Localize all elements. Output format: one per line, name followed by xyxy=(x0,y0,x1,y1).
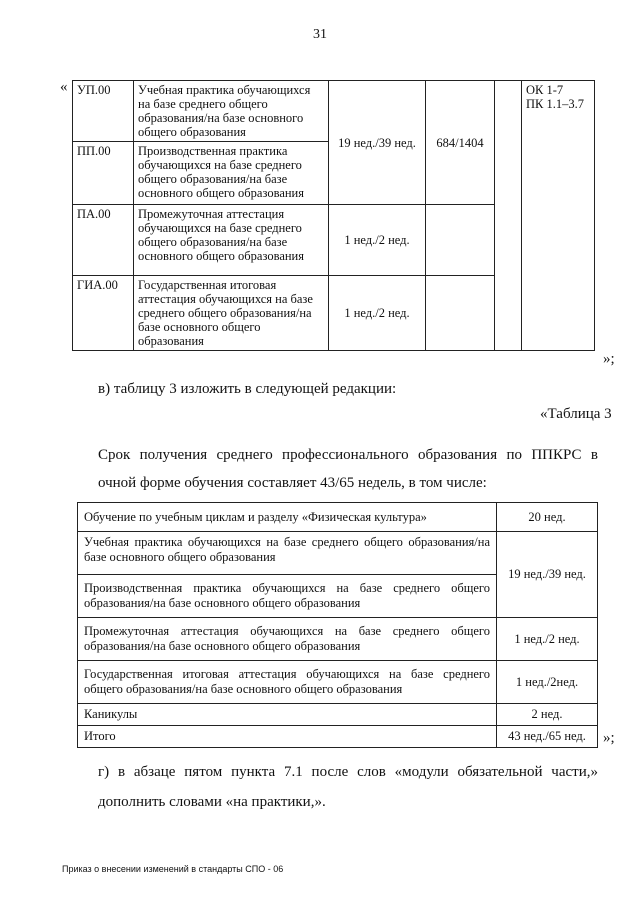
page-number: 31 xyxy=(313,27,327,42)
empty-cell xyxy=(426,205,495,276)
row-value: 43 нед./65 нед. xyxy=(497,726,598,748)
competencies-pk: ПК 1.1–3.7 xyxy=(526,97,584,111)
row-label: Обучение по учебным циклам и разделу «Физическая культура» xyxy=(78,503,497,532)
row-weeks: 1 нед./2 нед. xyxy=(329,276,426,351)
row-weeks: 1 нед./2 нед. xyxy=(329,205,426,276)
row-name: Промежуточная аттестация обучающихся на базе среднего общего образования/на базе основного общего образования xyxy=(134,205,329,276)
table3-label: «Таблица 3 xyxy=(540,406,612,422)
table-row xyxy=(78,661,598,704)
row-name: Учебная практика обучающихся на базе среднего общего образования/на базе основного общего образования xyxy=(134,81,329,142)
row-label: Учебная практика обучающихся на базе среднего общего образования/на базе основного общего образования xyxy=(78,532,497,575)
empty-cell xyxy=(495,81,522,351)
table-row xyxy=(73,81,595,142)
row-label: Итого xyxy=(78,726,497,748)
table-row xyxy=(78,618,598,661)
row-code: ГИА.00 xyxy=(73,276,134,351)
top-table xyxy=(72,80,595,351)
close-quote: »; xyxy=(603,730,615,746)
row-code: УП.00 xyxy=(73,81,134,142)
practice-weeks: 19 нед./39 нед. xyxy=(329,81,426,205)
row-label: Промежуточная аттестация обучающихся на базе среднего общего образования/на базе основного общего образования xyxy=(78,618,497,661)
row-name: Государственная итоговая аттестация обучающихся на базе среднего общего образования/на базе основного общего образования xyxy=(134,276,329,351)
row-value: 20 нед. xyxy=(497,503,598,532)
paragraph-srok: Срок получения среднего профессионального образования по ППКРС в очной форме обучения составляет 43/65 недель, в том числе: xyxy=(98,447,598,491)
table-row xyxy=(78,704,598,726)
footer-note: Приказ о внесении изменений в стандарты СПО - 06 xyxy=(62,864,284,874)
practice-hours: 684/1404 xyxy=(426,81,495,205)
row-label: Каникулы xyxy=(78,704,497,726)
row-label: Производственная практика обучающихся на базе среднего общего образования/на базе основного общего образования xyxy=(78,575,497,618)
paragraph-v: в) таблицу 3 изложить в следующей редакции: xyxy=(98,381,397,397)
table-3 xyxy=(77,502,598,748)
close-quote: »; xyxy=(603,351,615,367)
row-name: Производственная практика обучающихся на базе среднего общего образования/на базе основного общего образования xyxy=(134,142,329,205)
row-code: ПП.00 xyxy=(73,142,134,205)
row-value: 1 нед./2 нед. xyxy=(497,618,598,661)
empty-cell xyxy=(426,276,495,351)
row-value: 2 нед. xyxy=(497,704,598,726)
row-value: 1 нед./2нед. xyxy=(497,661,598,704)
paragraph-g: г) в абзаце пятом пункта 7.1 после слов «модули обязательной части,» дополнить словами «на практики,». xyxy=(98,764,598,810)
row-label: Государственная итоговая аттестация обучающихся на базе среднего общего образования/на базе основного общего образования xyxy=(78,661,497,704)
row-code: ПА.00 xyxy=(73,205,134,276)
practice-value: 19 нед./39 нед. xyxy=(497,532,598,618)
table-row xyxy=(78,532,598,575)
competencies-cell xyxy=(522,81,595,351)
table-row xyxy=(78,503,598,532)
competencies-ok: ОК 1-7 xyxy=(526,83,564,97)
table-row xyxy=(78,726,598,748)
open-quote: « xyxy=(60,79,68,95)
